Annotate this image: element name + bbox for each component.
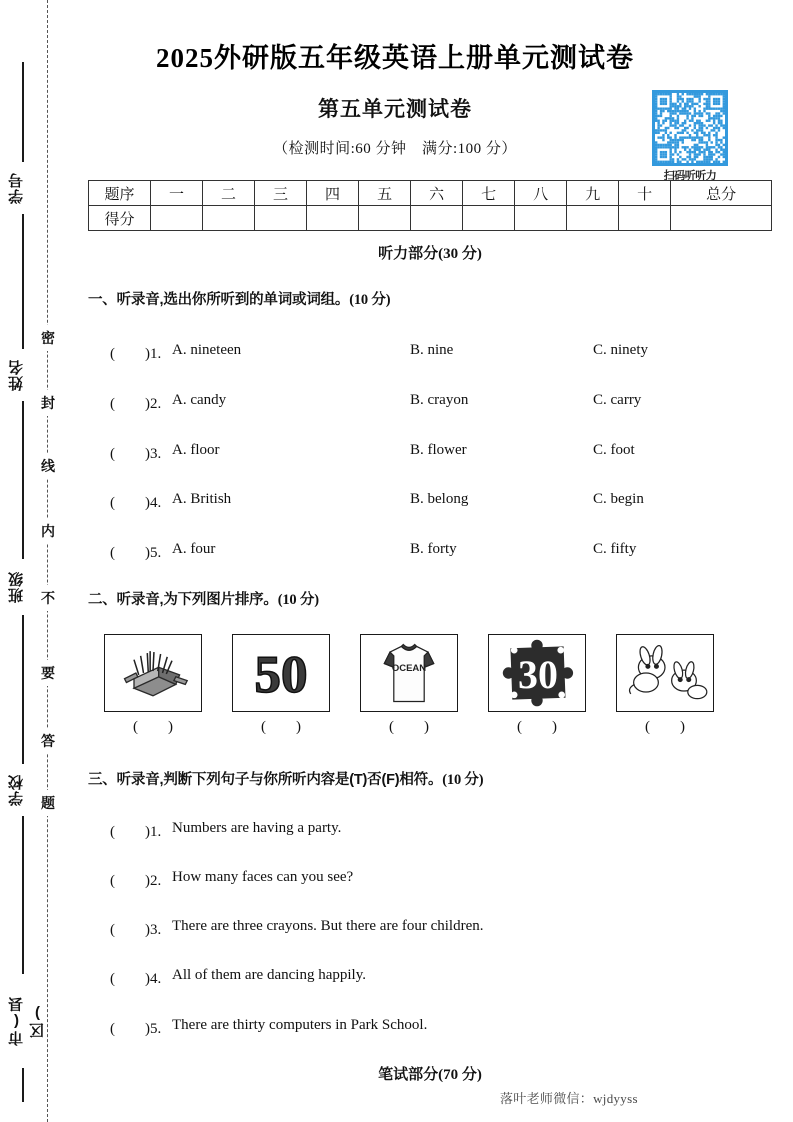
answer-blank[interactable]: ( )1. — [110, 346, 162, 362]
score-table-row-label: 题序 — [89, 181, 151, 206]
answer-blank[interactable]: ( )5. — [110, 1021, 162, 1037]
choice-option-c[interactable]: C. foot — [593, 442, 635, 458]
number-50-icon — [232, 634, 330, 712]
score-table-column-header: 总分 — [671, 181, 772, 206]
choice-option-c[interactable]: C. begin — [593, 491, 644, 507]
seal-notice-char: 线 — [38, 453, 58, 479]
choice-question-row — [110, 392, 770, 414]
choice-option-c[interactable]: C. fifty — [593, 541, 637, 557]
section-heading-text: 一、听录音,选出你所听到的单词或词组。 — [88, 292, 350, 308]
watermark-text: 落叶老师微信：wjdyyss — [500, 1091, 638, 1106]
score-input-cell[interactable] — [151, 206, 203, 231]
truefalse-question-row — [110, 869, 770, 891]
tshirt-ocean-icon — [360, 634, 458, 712]
seal-notice-char: 要 — [38, 660, 58, 686]
qr-code-block[interactable] — [648, 90, 732, 183]
picture-ordering-strip — [104, 634, 776, 739]
seal-field-label: 姓名 — [8, 359, 25, 391]
seal-field-label: 市(县 区) — [8, 996, 46, 1046]
seal-notice-char: 内 — [38, 518, 58, 544]
seal-notice-char: 封 — [38, 390, 58, 416]
written-part-label: 笔试部分 — [378, 1066, 439, 1083]
listening-part-label: 听力部分 — [378, 245, 439, 262]
score-table-row-label: 得分 — [89, 206, 151, 231]
seal-notice-char: 不 — [38, 585, 58, 611]
choice-option-a[interactable]: A. floor — [172, 442, 220, 458]
svg-text:50: 50 — [254, 645, 308, 704]
score-input-cell[interactable] — [671, 206, 772, 231]
answer-blank[interactable]: ( )2. — [110, 873, 162, 889]
choice-question-row — [110, 442, 770, 464]
puzzle-30-icon — [488, 634, 586, 712]
section-heading-text: 二、听录音,为下列图片排序。 — [88, 592, 278, 608]
seal-dashed-line — [47, 0, 48, 1122]
answer-blank[interactable]: ( )1. — [110, 824, 162, 840]
choice-option-a[interactable]: A. candy — [172, 392, 227, 408]
answer-blank[interactable]: ( )2. — [110, 396, 162, 412]
choice-option-b[interactable]: B. crayon — [410, 392, 469, 408]
section-heading — [88, 288, 778, 309]
listening-part-banner — [88, 242, 772, 263]
crayon-box-icon — [104, 634, 202, 712]
seal-notice-char: 密 — [38, 325, 58, 351]
truefalse-question-row — [110, 967, 770, 989]
choice-question-row — [110, 491, 770, 513]
picture-answer-blank[interactable]: ( ) — [517, 719, 557, 735]
picture-item — [488, 634, 586, 736]
question-sentence: Numbers are having a party. — [172, 820, 342, 836]
score-table-column-header: 一 — [151, 181, 203, 206]
svg-text:30: 30 — [518, 652, 558, 698]
question-sentence: There are three crayons. But there are four children. — [172, 918, 484, 934]
score-table — [88, 180, 772, 231]
page-subtitle: 第五单元测试卷 — [318, 97, 472, 121]
score-input-cell[interactable] — [411, 206, 463, 231]
choice-option-b[interactable]: B. forty — [410, 541, 457, 557]
table-row — [89, 181, 772, 206]
choice-option-b[interactable]: B. nine — [410, 342, 454, 358]
score-table-column-header: 六 — [411, 181, 463, 206]
picture-item — [232, 634, 330, 736]
picture-item — [360, 634, 458, 736]
score-table-column-header: 十 — [619, 181, 671, 206]
section-heading — [88, 588, 778, 609]
score-input-cell[interactable] — [203, 206, 255, 231]
svg-text:OCEAN: OCEAN — [391, 663, 427, 675]
score-table-column-header: 八 — [515, 181, 567, 206]
score-input-cell[interactable] — [515, 206, 567, 231]
truefalse-question-row — [110, 820, 770, 842]
choice-option-c[interactable]: C. ninety — [593, 342, 648, 358]
choice-option-a[interactable]: A. four — [172, 541, 216, 557]
answer-blank[interactable]: ( )4. — [110, 495, 162, 511]
score-table-column-header: 二 — [203, 181, 255, 206]
score-input-cell[interactable] — [463, 206, 515, 231]
written-part-points: (70 分) — [438, 1067, 482, 1083]
score-input-cell[interactable] — [619, 206, 671, 231]
answer-blank[interactable]: ( )5. — [110, 545, 162, 561]
truefalse-question-row — [110, 1017, 770, 1039]
score-input-cell[interactable] — [307, 206, 359, 231]
seal-field-label: 学号 — [8, 172, 25, 204]
picture-answer-blank[interactable]: ( ) — [133, 719, 173, 735]
qr-caption: 扫码听听力 — [663, 170, 717, 182]
choice-question-row — [110, 342, 770, 364]
seal-notice-char: 答 — [38, 728, 58, 754]
truefalse-question-row — [110, 918, 770, 940]
section-heading-points: (10 分) — [349, 292, 391, 308]
answer-blank[interactable]: ( )4. — [110, 971, 162, 987]
seal-notice-char: 题 — [38, 790, 58, 816]
choice-option-a[interactable]: A. British — [172, 491, 232, 507]
answer-blank[interactable]: ( )3. — [110, 446, 162, 462]
answer-blank[interactable]: ( )3. — [110, 922, 162, 938]
score-table-column-header: 五 — [359, 181, 411, 206]
score-input-cell[interactable] — [255, 206, 307, 231]
question-sentence: All of them are dancing happily. — [172, 967, 366, 983]
picture-item — [616, 634, 714, 736]
table-row — [89, 206, 772, 231]
choice-option-a[interactable]: A. nineteen — [172, 342, 242, 358]
page-title: 2025外研版五年级英语上册单元测试卷 — [156, 43, 634, 73]
picture-answer-blank[interactable]: ( ) — [261, 719, 301, 735]
picture-answer-blank[interactable]: ( ) — [389, 719, 429, 735]
choice-option-b[interactable]: B. belong — [410, 491, 469, 507]
picture-item — [104, 634, 202, 736]
score-table-column-header: 三 — [255, 181, 307, 206]
section-heading-text: 三、听录音,判断下列句子与你所听内容是(T)否(F)相符。 — [88, 772, 443, 788]
seal-field-label: 班级 — [8, 571, 25, 603]
score-table-column-header: 四 — [307, 181, 359, 206]
section-heading-points: (10 分) — [277, 592, 319, 608]
rabbits-icon — [616, 634, 714, 712]
written-part-banner — [88, 1063, 772, 1084]
question-sentence: How many faces can you see? — [172, 869, 354, 885]
qr-code-icon[interactable] — [652, 90, 728, 166]
seal-field-label: 学校 — [8, 774, 25, 806]
choice-question-row — [110, 541, 770, 563]
listening-part-points: (30 分) — [438, 246, 482, 262]
choice-option-c[interactable]: C. carry — [593, 392, 642, 408]
choice-option-b[interactable]: B. flower — [410, 442, 467, 458]
score-input-cell[interactable] — [567, 206, 619, 231]
score-table-column-header: 七 — [463, 181, 515, 206]
section-heading — [88, 768, 778, 789]
score-table-column-header: 九 — [567, 181, 619, 206]
exam-info: （检测时间:60 分钟 满分:100 分） — [273, 141, 517, 157]
section-heading-points: (10 分) — [442, 772, 484, 788]
picture-answer-blank[interactable]: ( ) — [645, 719, 685, 735]
question-sentence: There are thirty computers in Park School. — [172, 1017, 428, 1033]
score-input-cell[interactable] — [359, 206, 411, 231]
